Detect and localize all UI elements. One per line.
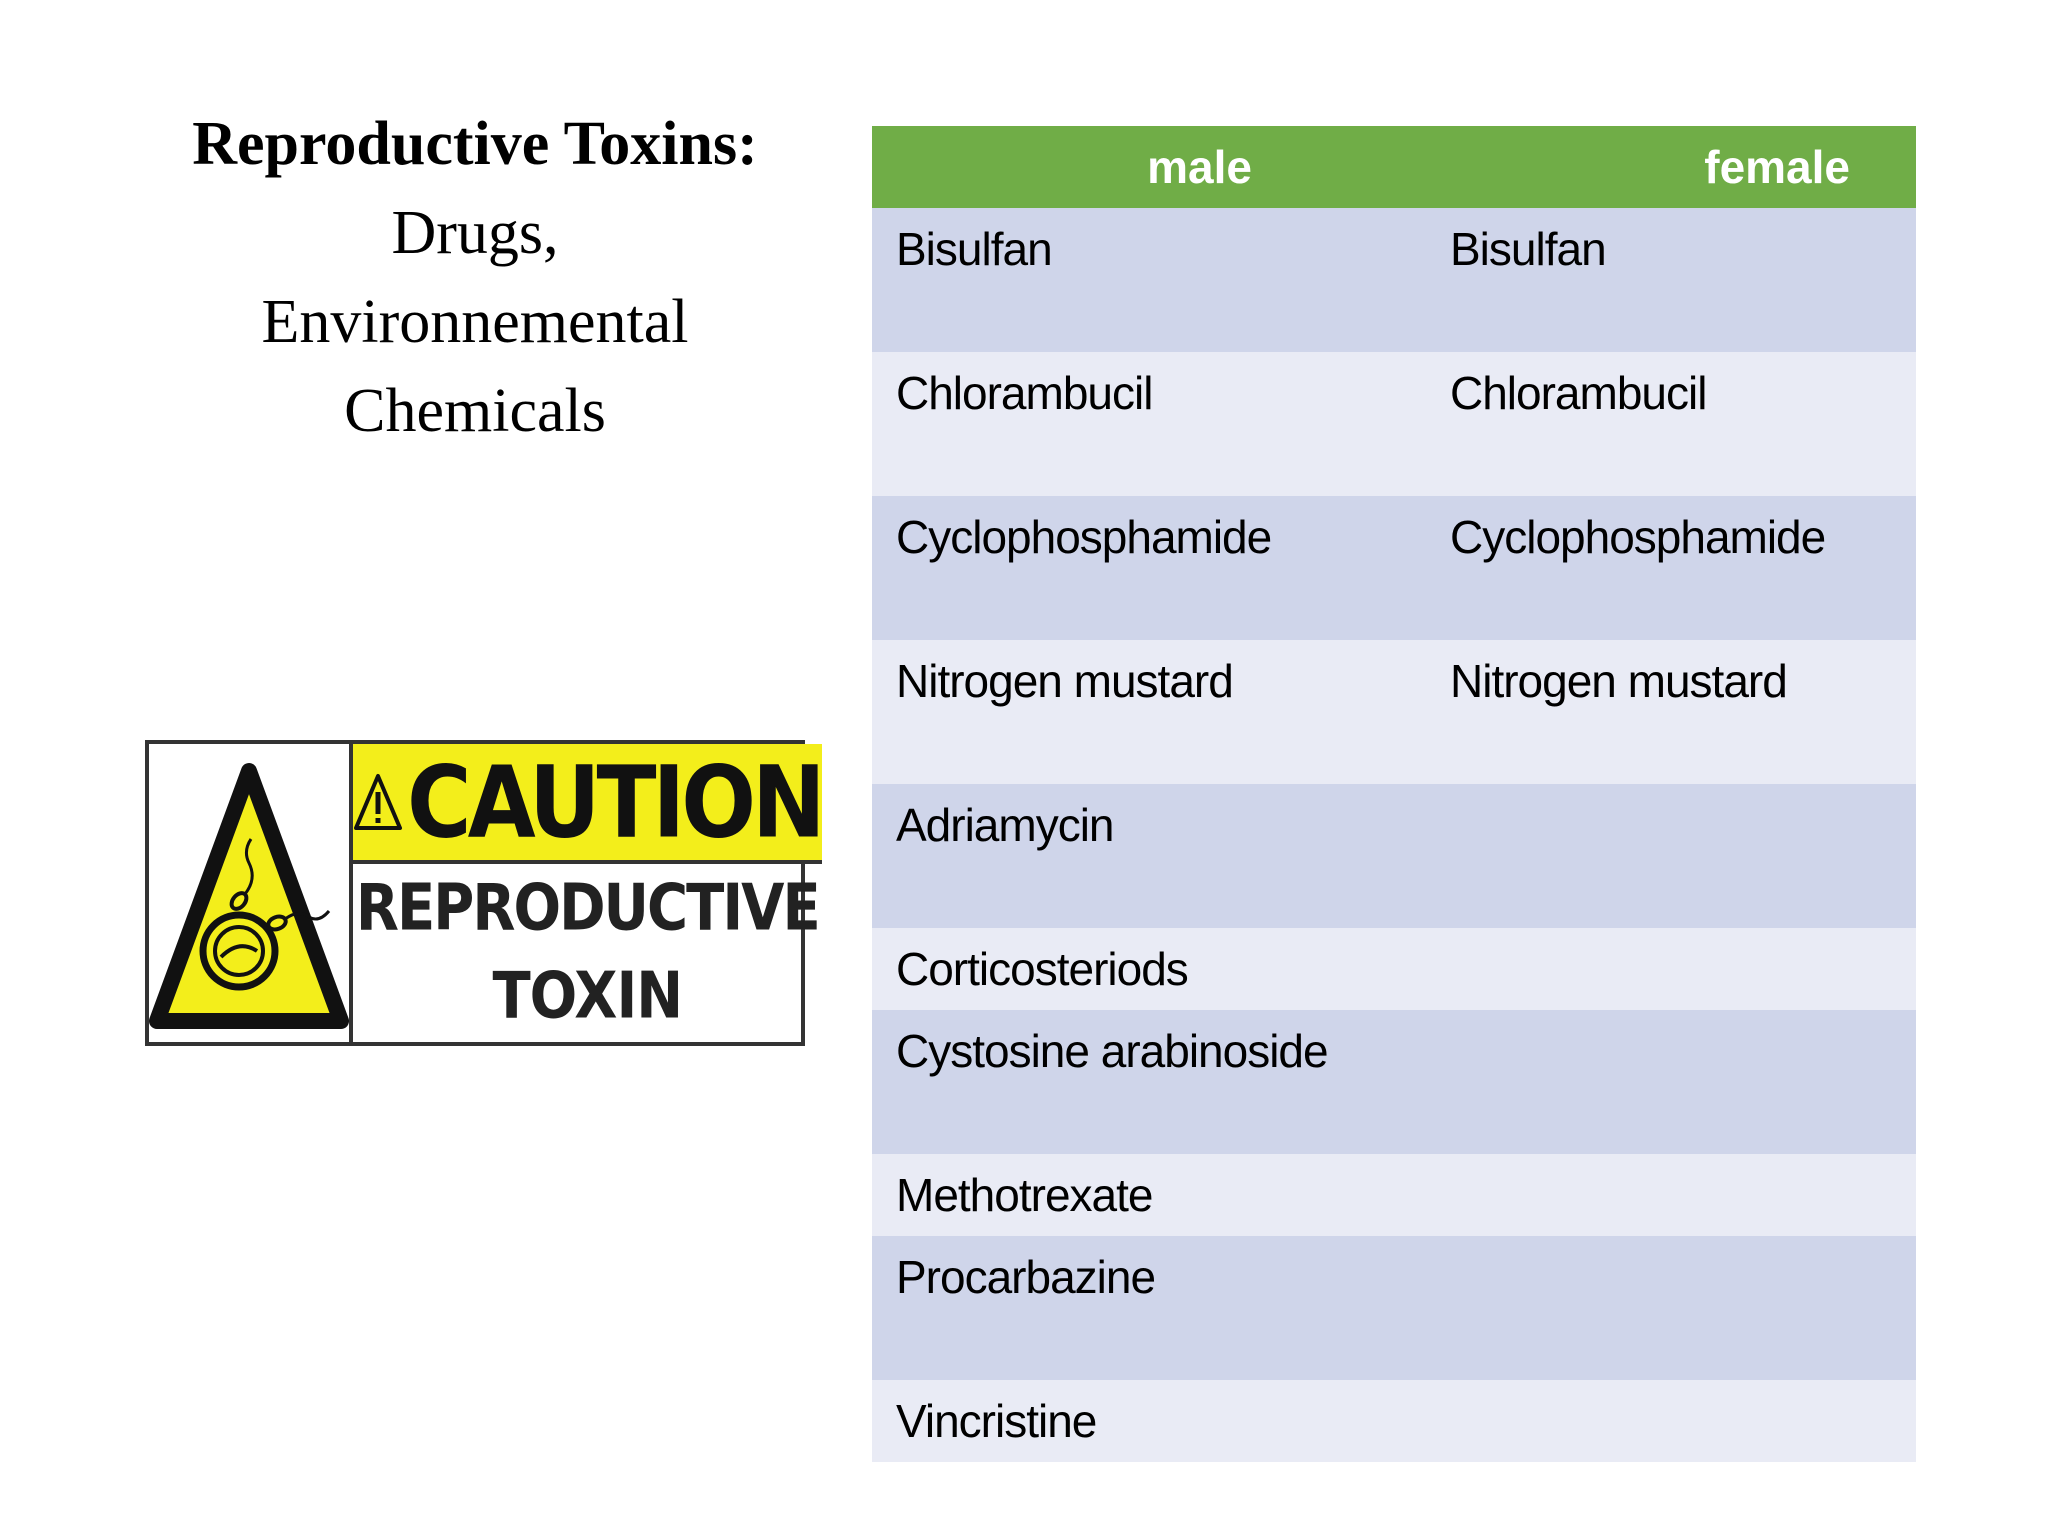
- cell-male: Bisulfan: [872, 208, 1426, 352]
- slide-title: [120, 100, 830, 456]
- cell-female: [1426, 784, 1916, 928]
- cell-female: Nitrogen mustard: [1426, 640, 1916, 784]
- table-row: [872, 352, 1916, 496]
- header-female: female: [1426, 126, 1916, 208]
- table-row: [872, 1010, 1916, 1154]
- table-row: [872, 1380, 1916, 1462]
- cell-male: Corticosteriods: [872, 928, 1426, 1010]
- title-line-drugs: Drugs,: [391, 199, 559, 267]
- cell-male: Cyclophosphamide: [872, 496, 1426, 640]
- caution-sign: [145, 740, 822, 1046]
- table-row: [872, 640, 1916, 784]
- cell-male: Vincristine: [872, 1380, 1426, 1462]
- title-line-chemicals: Chemicals: [344, 377, 606, 445]
- table-row: [872, 496, 1916, 640]
- cell-male: Procarbazine: [872, 1236, 1426, 1380]
- cell-male: Chlorambucil: [872, 352, 1426, 496]
- cell-female: Cyclophosphamide: [1426, 496, 1916, 640]
- cell-male: Cystosine arabinoside: [872, 1010, 1426, 1154]
- sign-line-toxin: TOXIN: [492, 959, 683, 1034]
- cell-female: Chlorambucil: [1426, 352, 1916, 496]
- cell-male: Adriamycin: [872, 784, 1426, 928]
- table-row: [872, 1154, 1916, 1236]
- reproductive-hazard-icon: [149, 751, 349, 1035]
- table-row: [872, 1236, 1916, 1380]
- cell-male: Methotrexate: [872, 1154, 1426, 1236]
- title-main: Reproductive Toxins:: [192, 110, 758, 178]
- cell-female: [1426, 1236, 1916, 1380]
- sign-hazard-panel: [149, 744, 353, 1042]
- cell-female: [1426, 928, 1916, 1010]
- cell-female: Bisulfan: [1426, 208, 1916, 352]
- cell-male: Nitrogen mustard: [872, 640, 1426, 784]
- table-header-row: [872, 126, 1916, 208]
- warning-triangle-icon: [353, 772, 403, 832]
- sign-reproductive-toxin: [353, 864, 822, 1042]
- sign-caution-text: CAUTION: [407, 744, 822, 860]
- cell-female: [1426, 1010, 1916, 1154]
- table-row: [872, 208, 1916, 352]
- cell-female: [1426, 1380, 1916, 1462]
- sign-line-reproductive: REPRODUCTIVE: [355, 871, 819, 946]
- table-row: [872, 784, 1916, 928]
- header-male: male: [872, 126, 1426, 208]
- sign-caution-banner: [353, 744, 822, 864]
- cell-female: [1426, 1154, 1916, 1236]
- table-row: [872, 928, 1916, 1010]
- sign-text-panel: [353, 744, 822, 1042]
- toxins-table: [872, 126, 1916, 1462]
- title-line-environmental: Environnemental: [261, 288, 689, 356]
